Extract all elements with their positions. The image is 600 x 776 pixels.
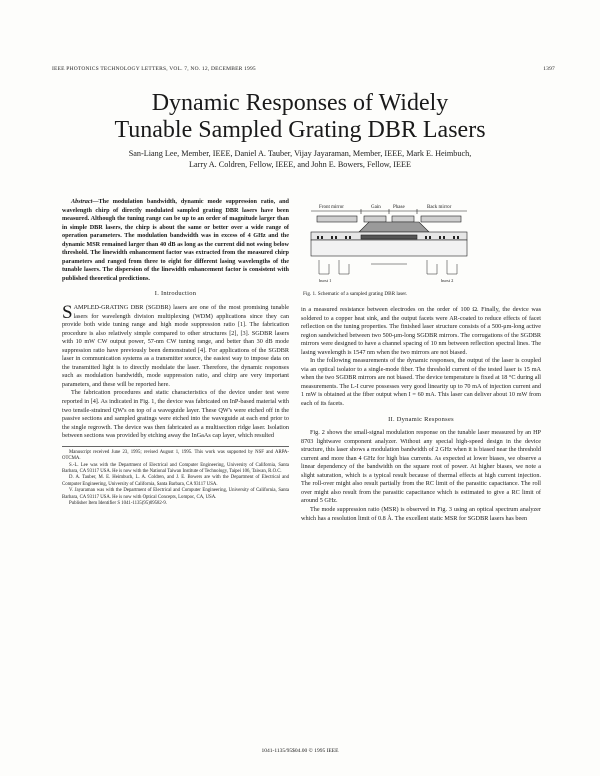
footnote: V. Jayaraman was with the Department of Electrical and Computer Engineering, University of California, Santa Barbara, CA 93117 USA. He is now with Optical Concepts, Lompoc, CA, USA. [62, 488, 289, 500]
footnote: Publisher Item Identifier S 1041-1135(95)09582-9. [69, 501, 168, 507]
laser-schematic [309, 202, 469, 288]
label-burst-1: burst 1 [319, 278, 332, 283]
label-back-mirror: Back mirror [427, 205, 452, 210]
section-heading-dynamic-responses: II. Dynamic Responses [388, 415, 454, 423]
page-number: 1397 [543, 66, 555, 72]
intro-paragraph-1-text: AMPLED-GRATING DBR (SGDBR) lasers are one of the most promising tunable lasers for wavelength division multiplexing (WDM) applications since they can provide both wide tuning range and high mode suppression ratio [1]. The fabrication procedure is also relatively simple compared to other structures [2], [3]. SGDBR lasers with 10 mW CW output power, 57-nm CW tuning range, and better than 30 dB mode suppression ratio have previously been demonstrated [4]. For applications of the SGDBR laser in communication systems as a transmitter source, the easiest way to impose data on the transmitted light is to directly modulate the laser. Therefore, the dynamic responses such as modulation bandwidth, mode suppression ratio, and chirp are very important parameters, and these will be reported here. [62, 304, 289, 388]
intro-paragraph-1 [62, 304, 289, 389]
journal-name: IEEE PHOTONICS TECHNOLOGY LETTERS, VOL. 7, NO. 12, DECEMBER 1995 [52, 66, 256, 72]
label-phase: Phase [393, 205, 405, 210]
section-heading-introduction: I. Introduction [154, 290, 197, 298]
footnotes [62, 446, 289, 508]
label-gain: Gain [371, 205, 381, 210]
intro-paragraph-2: The fabrication procedures and static characteristics of the device under test were reported in [4]. As indicated in Fig. 1, the device was fabricated on InP-based material with two tensile-strained QW's on top of a waveguide layer. These QW's were etched off in the passive sections and sampled gratings were etched into the waveguide at each end prior to the single regrowth. The device was then fabricated as a multisection ridge laser. Isolation between sections was provided by etching away the InGaAs cap layer, which resulted [62, 389, 289, 440]
running-header [52, 66, 555, 72]
author-list [0, 148, 600, 170]
copyright-footer: 1041-1135/95$04.00 © 1995 IEEE [261, 748, 339, 754]
left-column [62, 198, 289, 507]
label-front-mirror: Front mirror [319, 205, 344, 210]
figure-caption: Fig. 1. Schematic of a sampled grating DBR laser. [303, 291, 408, 297]
label-burst-2: burst 2 [441, 278, 454, 283]
body-paragraph: Fig. 2 shows the small-signal modulation response on the tunable laser measured by an HP 8703 lightwave component analyzer. Without any special high-speed design in the device structure, this laser shows a modulation bandwidth of 2 GHz when it is biased near the threshold current and more than 4 GHz for high bias currents. As expected at lower biases, we observe a linear dependency of the bandwidth on the square root of power. At higher biases, we note a slight saturation, which is a typical result because of thermal effects at high current injection. The roll-over might also result partially from the RC limit of the parasitic capacitance. The roll over might also result from the parasitic capacitance which is estimated to give a RC limit of around 5 GHz. [301, 429, 541, 505]
drop-cap: S [62, 302, 73, 324]
title-line-2: Tunable Sampled Grating DBR Lasers [114, 117, 486, 143]
body-paragraph: The mode suppression ratio (MSR) is observed in Fig. 3 using an optical spectrum analyzer which has a resolution limit of 0.8 Å. The excellent static MSR for SGDBR lasers has been [301, 506, 541, 522]
figure-1 [301, 198, 541, 306]
footnote: S.-L. Lee was with the Department of Electrical and Computer Engineering, University of California, Santa Barbara, CA 93117 USA. He is now with the National Taiwan Institute of Technology, Taipei 106, Taiwan, R.O.C. [62, 462, 289, 474]
authors-line-1: San-Liang Lee, Member, IEEE, Daniel A. Tauber, Vijay Jayaraman, Member, IEEE, Mark E. Heimbuch, [128, 149, 472, 158]
authors-line-2: Larry A. Coldren, Fellow, IEEE, and John E. Bowers, Fellow, IEEE [188, 160, 411, 169]
abstract-lead: Abstract— [71, 198, 99, 205]
title-line-1: Dynamic Responses of Widely [151, 90, 449, 116]
paper-title [0, 90, 600, 144]
footnote: D. A. Tauber, M. E. Heimbuch, L. A. Coldren, and J. E. Bowers are with the Department of Electrical and Computer Engineering, University of California, Santa Barbara, CA 93117 USA. [62, 475, 289, 487]
body-paragraph: in a measured resistance between electrodes on the order of 100 Ω. Finally, the device was soldered to a copper heat sink, and the output facets were AR-coated to reduce effects of facet reflection on the tuning properties. The finished laser structure consists of a 500-μm-long active region sandwiched between two 500-μm-long SGDBR mirrors. The corrugations of the SGDBR mirrors were designed to have a channel spacing of 10 nm between reflection spectral lines. The lasing wavelength is 1547 nm when the two mirrors are not biased. [301, 306, 541, 356]
abstract [62, 198, 289, 283]
body-paragraph: In the following measurements of the dynamic responses, the output of the laser is coupled via an optical isolator to a single-mode fiber. The threshold current of the tested laser is 15 mA when the two SGDBR mirrors are not biased. The device temperature is fixed at 18 °C during all measurements. The L-I curve possesses very good linearity up to 70 mA of injection current and 1 mW is obtained at the fiber output when I = 60 mA. This laser can deliver about 10 mW from each of its facets. [301, 357, 541, 408]
footnote: Manuscript received June 23, 1995; revised August 1, 1995. This work was supported by NSF and ARPA-OTCMA. [62, 449, 289, 462]
abstract-text: The modulation bandwidth, dynamic mode suppression ratio, and wavelength chirp of directly modulated sampled grating DBR lasers have been measured. Although the tuning range can be up to an order of magnitude larger than in simple DBR lasers, the chirp is about the same or better over a wide range of operation parameters. The modulation bandwidth was in excess of 4 GHz and the dynamic MSR remained larger than 40 dB as long as the current did not swing below threshold. The linewidth enhancement factor was extracted from the measured chirp parameters and ranged from three to eight for different lasing wavelengths of the tunable lasers. The dispersion of the linewidth enhancement factor is consistent with published theoretical predictions. [62, 198, 289, 282]
right-column [301, 198, 541, 523]
